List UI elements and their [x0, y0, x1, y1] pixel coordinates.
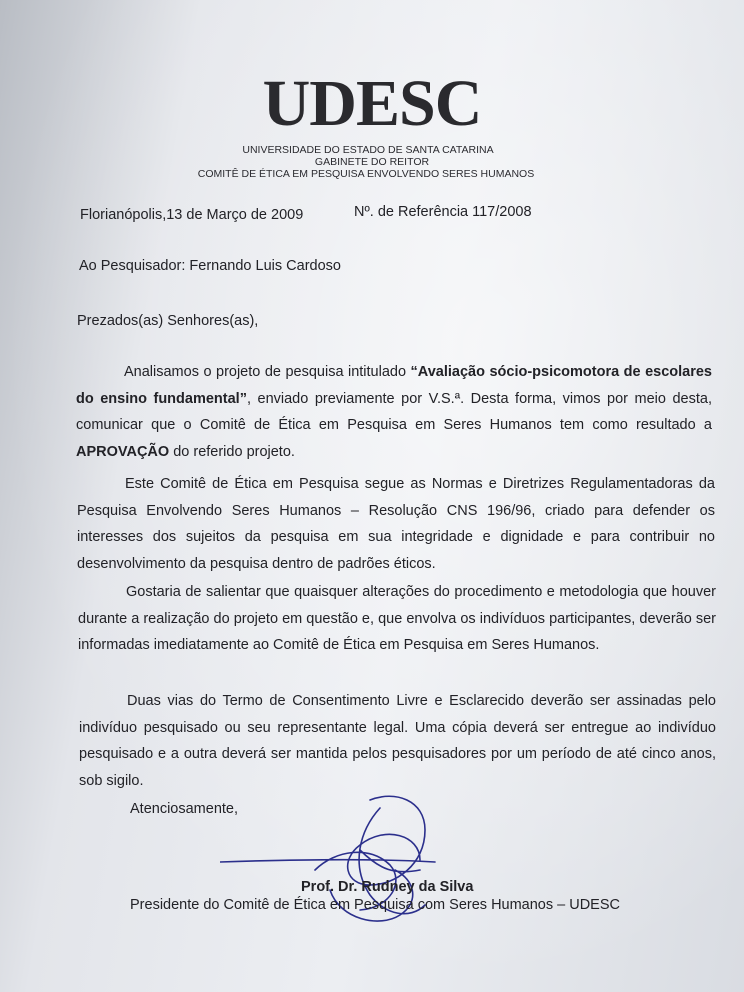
- udesc-logo: [0, 66, 744, 142]
- paragraph-approval-text: [76, 359, 712, 465]
- office-name: GABINETE DO REITOR: [314, 156, 430, 168]
- signer-name: Prof. Dr. Rudney da Silva: [301, 879, 474, 895]
- reference-number: Nº. de Referência 117/2008: [354, 204, 532, 220]
- project-title: “Avaliação sócio-psicomotora de escolares do ensino fundamental”: [76, 364, 713, 407]
- p1-text-middle: , enviado previamente por V.S.ª. Desta forma, vimos por meio desta, comunicar que o Comitê de Ética em Pesquisa em Seres Humanos tem como resultado a: [76, 390, 712, 433]
- signer-title: Presidente do Comitê de Ética em Pesquisa com Seres Humanos – UDESC: [130, 897, 620, 913]
- approval-status: APROVAÇÃO: [76, 443, 170, 460]
- paragraph-approval: [76, 359, 712, 465]
- paragraph-changes: [78, 579, 716, 659]
- paragraph-consent: [79, 688, 716, 794]
- salutation: Prezados(as) Senhores(as),: [77, 313, 259, 329]
- place-date: Florianópolis,13 de Março de 2009: [80, 207, 304, 223]
- paragraph-changes-text: Gostaria de salientar que quaisquer alterações do procedimento e metodologia que houver durante a realização do projeto em questão e, que envolva os indivíduos participantes, deverão ser informadas imediatamente ao Comitê de Ética em Pesquisa em Seres Humanos.: [78, 584, 716, 653]
- committee-name: COMITÊ DE ÉTICA EM PESQUISA ENVOLVENDO SERES HUMANOS: [197, 168, 535, 180]
- paragraph-norms-text: Este Comitê de Ética em Pesquisa segue as Normas e Diretrizes Regulamentadoras da Pesquisa Envolvendo Seres Humanos – Resolução CNS 196/96, criado para defender os interesses dos sujeitos da pesquisa em sua integridade e dignidade e para contribuir no desenvolvimento da pesquisa dentro de padrões éticos.: [77, 476, 715, 572]
- institution-name: UNIVERSIDADE DO ESTADO DE SANTA CATARINA: [242, 144, 494, 156]
- recipient: Ao Pesquisador: Fernando Luis Cardoso: [79, 258, 341, 274]
- p1-text-after: do referido projeto.: [169, 443, 295, 460]
- closing: Atenciosamente,: [130, 801, 239, 817]
- paragraph-norms: [77, 471, 715, 577]
- logo-text: UDESC: [262, 67, 482, 140]
- p1-text-before: Analisamos o projeto de pesquisa intitulado: [124, 364, 411, 380]
- paragraph-consent-text: Duas vias do Termo de Consentimento Livre e Esclarecido deverão ser assinadas pelo indivíduo pesquisado ou seu representante legal. Uma cópia deverá ser entregue ao indivíduo pesquisado e a outra deverá ser mantida pelos pesquisadores por um período de até cinco anos, sob sigilo.: [79, 693, 716, 789]
